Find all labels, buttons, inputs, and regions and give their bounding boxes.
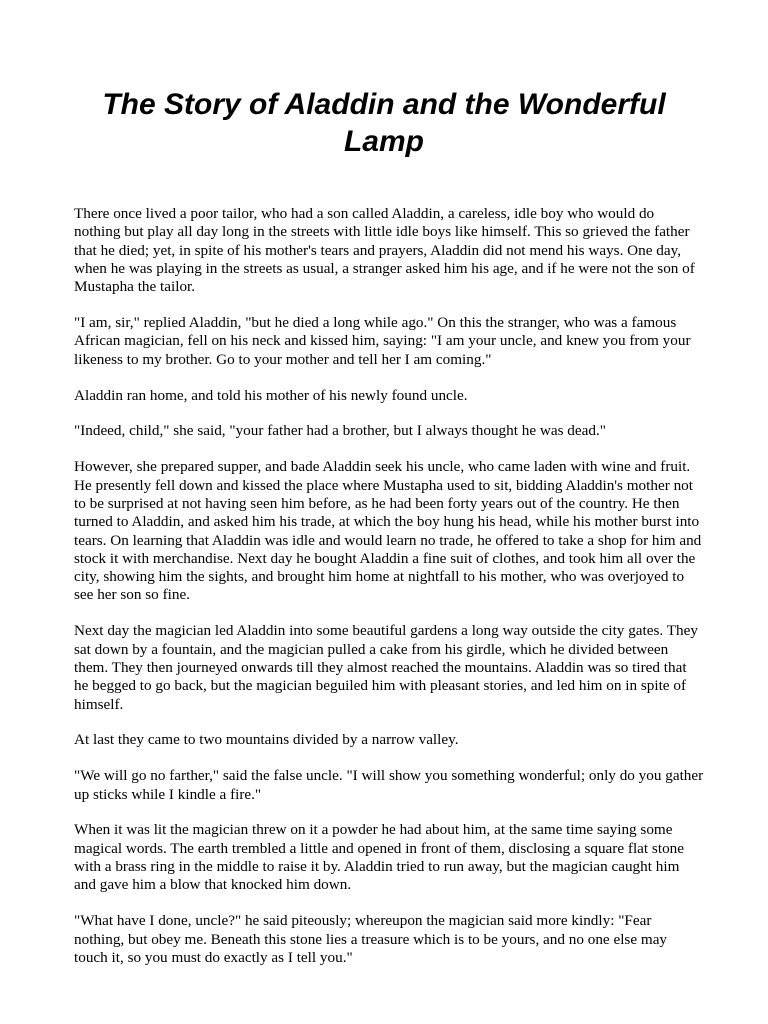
paragraph: "Indeed, child," she said, "your father had a brother, but I always thought he was dead." [74, 422, 606, 440]
paragraph: There once lived a poor tailor, who had a son called Aladdin, a careless, idle boy who would do nothing but play all day long in the streets with little idle boys like himself. This so grieved the father that he died; yet, in spite of his mother's tears and prayers, Aladdin did not mend his ways. One day, when he was playing in the streets as usual, a stranger asked him his age, and if he were not the son of Mustapha the tailor. [74, 205, 695, 296]
paragraph: When it was lit the magician threw on it a powder he had about him, at the same time saying some magical words. The earth trembled a little and opened in front of them, disclosing a square flat stone with a brass ring in the middle to raise it by. Aladdin tried to run away, but the magician caught him and gave him a blow that knocked him down. [74, 821, 684, 894]
paragraph: "We will go no farther," said the false uncle. "I will show you something wonderful; only do you gather up sticks while I kindle a fire." [74, 767, 704, 803]
paragraph: At last they came to two mountains divided by a narrow valley. [74, 731, 459, 749]
paragraph: However, she prepared supper, and bade Aladdin seek his uncle, who came laden with wine and fruit. He presently fell down and kissed the place where Mustapha used to sit, bidding Aladdin's mother not to be surprised at not having seen him before, as he had been forty years out of the country. He then turned to Aladdin, and asked him his trade, at which the boy hung his head, while his mother burst into tears. On learning that Aladdin was idle and would learn no trade, he offered to take a shop for him and stock it with merchandise. Next day he bought Aladdin a fine suit of clothes, and took him all over the city, showing him the sights, and brought him home at nightfall to his mother, who was overjoyed to see her son so fine. [74, 458, 702, 604]
paragraph: Aladdin ran home, and told his mother of his newly found uncle. [74, 386, 468, 404]
document-title: The Story of Aladdin and the Wonderful Lamp [102, 88, 666, 158]
paragraph: "I am, sir," replied Aladdin, "but he died a long while ago." On this the stranger, who was a famous African magician, fell on his neck and kissed him, saying: "I am your uncle, and knew you from your likeness to my brother. Go to your mother and tell her I am coming." [74, 314, 691, 368]
paragraph: Next day the magician led Aladdin into some beautiful gardens a long way outside the city gates. They sat down by a fountain, and the magician pulled a cake from his girdle, which he divided between them. They then journeyed onwards till they almost reached the mountains. Aladdin was so tired that he begged to go back, but the magician beguiled him with pleasant stories, and led him on in spite of himself. [74, 622, 698, 713]
document-body [74, 205, 704, 985]
paragraph: "What have I done, uncle?" he said piteously; whereupon the magician said more kindly: "Fear nothing, but obey me. Beneath this stone lies a treasure which is to be yours, and no one else may touch it, so you must do exactly as I tell you." [74, 912, 668, 966]
